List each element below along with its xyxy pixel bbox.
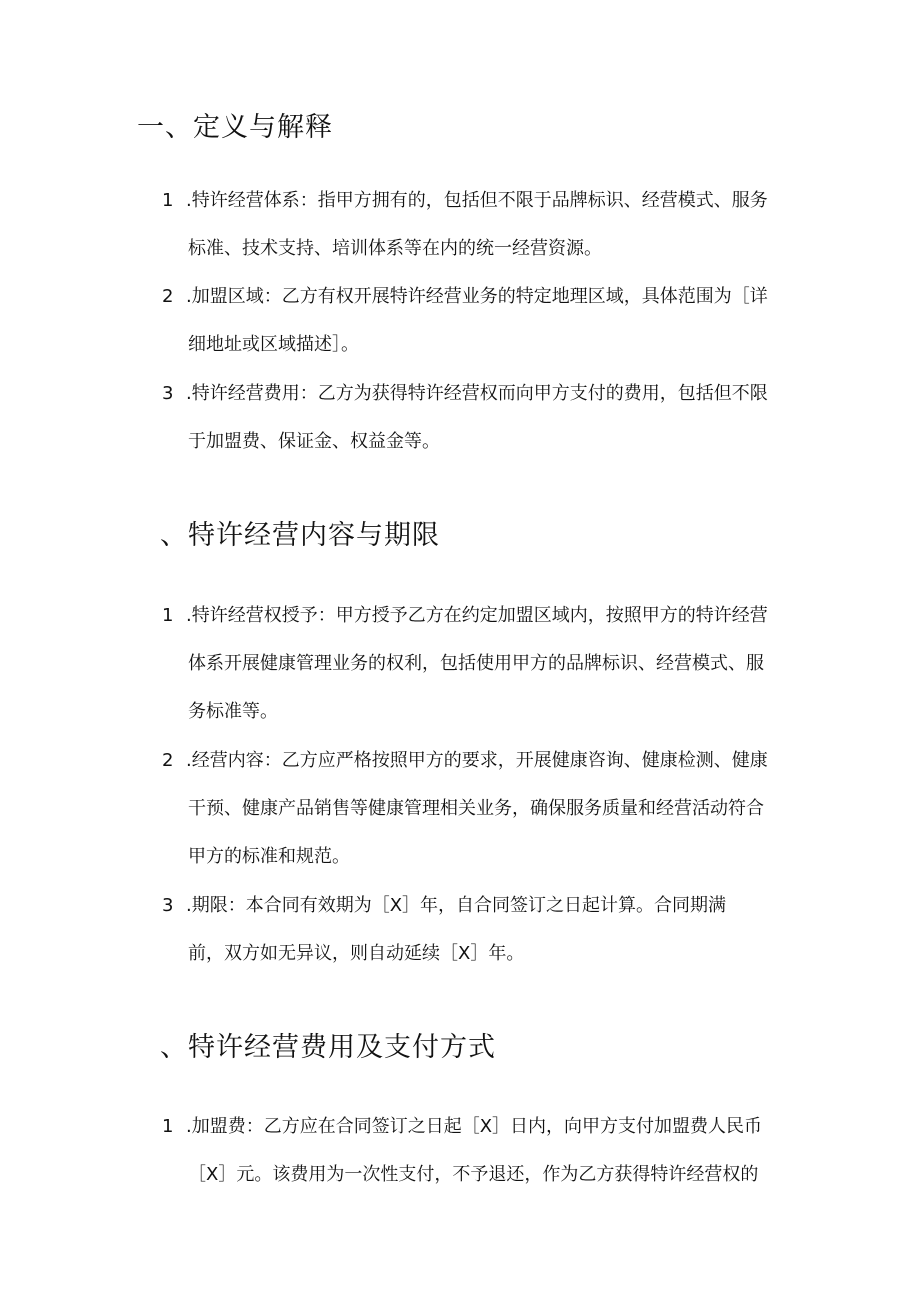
text-line: 细地址或区域描述］。 [188,334,359,355]
text-line: 体系开展健康管理业务的权利，包括使用甲方的品牌标识、经营模式、服 [188,653,764,674]
text-line: .特许经营体系：指甲方拥有的，包括但不限于品牌标识、经营模式、服务 [186,190,768,211]
text-line: .特许经营权授予：甲方授予乙方在约定加盟区域内，按照甲方的特许经营 [186,605,768,626]
section-heading: 、特许经营内容与期限 [160,520,440,551]
item-text [186,370,796,466]
item-text [186,882,796,978]
item-text [186,737,796,881]
item-text [186,273,796,369]
text-line: 前，双方如无异议，则自动延续［X］年。 [188,943,525,964]
text-line: .特许经营费用：乙方为获得特许经营权而向甲方支付的费用，包括但不限 [186,383,768,404]
item-number: 1 [162,190,174,211]
text-line: 干预、健康产品销售等健康管理相关业务，确保服务质量和经营活动符合 [188,798,764,819]
item-text [186,1103,796,1199]
section-heading: 一、定义与解释 [137,112,333,143]
text-line: .加盟费：乙方应在合同签订之日起［X］日内，向甲方支付加盟费人民币 [186,1116,763,1137]
text-line: .加盟区域：乙方有权开展特许经营业务的特定地理区域，具体范围为［详 [186,286,768,307]
text-line: ［X］元。该费用为一次性支付，不予退还，作为乙方获得特许经营权的 [188,1164,759,1185]
text-line: .经营内容：乙方应严格按照甲方的要求，开展健康咨询、健康检测、健康 [186,750,768,771]
item-number: 3 [162,383,174,404]
text-line: 于加盟费、保证金、权益金等。 [188,431,440,452]
item-text [186,592,796,736]
text-line: 务标准等。 [188,701,278,722]
text-line: 甲方的标准和规范。 [188,846,350,867]
item-number: 3 [162,895,174,916]
item-number: 1 [162,1116,174,1137]
section-heading: 、特许经营费用及支付方式 [160,1032,496,1063]
item-number: 2 [162,750,174,771]
item-number: 2 [162,286,174,307]
text-line: 标准、技术支持、培训体系等在内的统一经营资源。 [188,238,602,259]
item-text [186,177,796,273]
text-line: .期限：本合同有效期为［X］年，自合同签订之日起计算。合同期满 [186,895,727,916]
item-number: 1 [162,605,174,626]
